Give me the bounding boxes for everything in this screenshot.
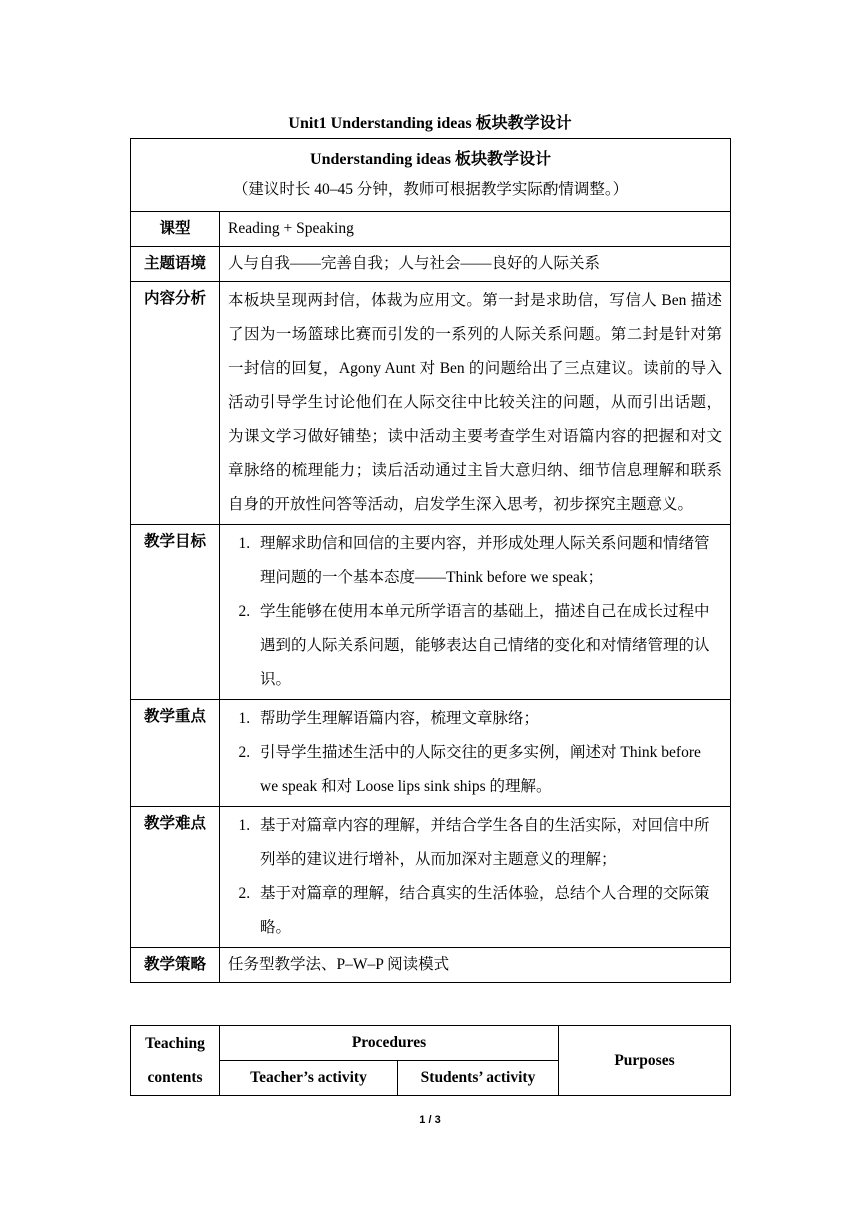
objectives-list <box>228 527 722 697</box>
table-header-cell <box>131 139 731 212</box>
teaching-contents-line2: contents <box>147 1068 203 1086</box>
table-row <box>131 282 731 525</box>
table-row <box>131 212 731 247</box>
row-label-theme: 主题语境 <box>131 247 220 282</box>
list-item: 1. 基于对篇章内容的理解，并结合学生各自的生活实际，对回信中所列举的建议进行增补，从而加深对主题意义的理解； <box>254 809 722 877</box>
page-number: 1 / 3 <box>419 1114 441 1126</box>
row-label-strategy: 教学策略 <box>131 948 220 983</box>
procedure-table <box>130 1025 731 1096</box>
list-item: 1. 理解求助信和回信的主要内容，并形成处理人际关系问题和情绪管理问题的一个基本态度——Think before we speak； <box>254 527 722 595</box>
list-item: 1. 帮助学生理解语篇内容，梳理文章脉络； <box>254 702 722 736</box>
row-value-objectives <box>220 525 731 700</box>
lesson-plan-table <box>130 138 731 983</box>
difficulties-list <box>228 809 722 945</box>
row-value-lesson-type: Reading + Speaking <box>220 212 731 247</box>
row-value-difficulties <box>220 807 731 948</box>
list-item: 2. 学生能够在使用本单元所学语言的基础上，描述自己在成长过程中遇到的人际关系问题，能够表达自己情绪的变化和对情绪管理的认识。 <box>254 595 722 697</box>
row-label-key-points: 教学重点 <box>131 700 220 807</box>
teacher-activity-header: Teacher’s activity <box>220 1061 398 1096</box>
document-title: Unit1 Understanding ideas 板块教学设计 <box>288 115 572 132</box>
row-value-theme: 人与自我——完善自我；人与社会——良好的人际关系 <box>220 247 731 282</box>
students-activity-header: Students’ activity <box>398 1061 559 1096</box>
row-label-objectives: 教学目标 <box>131 525 220 700</box>
table-row <box>131 948 731 983</box>
list-item: 2. 基于对篇章的理解，结合真实的生活体验，总结个人合理的交际策略。 <box>254 877 722 945</box>
table-row <box>131 807 731 948</box>
row-value-strategy: 任务型教学法、P–W–P 阅读模式 <box>220 948 731 983</box>
row-label-content: 内容分析 <box>131 282 220 525</box>
procedures-header: Procedures <box>220 1026 559 1061</box>
table-header-subtitle: （建议时长 40–45 分钟，教师可根据教学实际酌情调整。） <box>232 181 629 198</box>
teaching-contents-header <box>131 1026 220 1096</box>
row-label-lesson-type: 课型 <box>131 212 220 247</box>
purposes-header: Purposes <box>559 1026 731 1096</box>
teaching-contents-line1: Teaching <box>145 1034 205 1052</box>
table-row <box>131 525 731 700</box>
table-row <box>131 700 731 807</box>
key-points-list <box>228 702 722 804</box>
table-row <box>131 247 731 282</box>
row-value-content: 本板块呈现两封信，体裁为应用文。第一封是求助信，写信人 Ben 描述了因为一场篮球比赛而引发的一系列的人际关系问题。第二封是针对第一封信的回复，Agony Aunt 对 Ben 的问题给出了三点建议。读前的导入活动引导学生讨论他们在人际交往中比较关注的问题，从而引出话题，为课文学习做好铺垫；读中活动主要考查学生对语篇内容的把握和对文章脉络的梳理能力；读后活动通过主旨大意归纳、细节信息理解和联系自身的开放性问答等活动，启发学生深入思考，初步探究主题意义。 <box>220 282 731 525</box>
table-header-title: Understanding ideas 板块教学设计 <box>310 151 551 168</box>
row-value-key-points <box>220 700 731 807</box>
table-header-row <box>131 139 731 212</box>
list-item: 2. 引导学生描述生活中的人际交往的更多实例，阐述对 Think before we speak 和对 Loose lips sink ships 的理解。 <box>254 736 722 804</box>
row-label-difficulties: 教学难点 <box>131 807 220 948</box>
table-row <box>131 1026 731 1061</box>
